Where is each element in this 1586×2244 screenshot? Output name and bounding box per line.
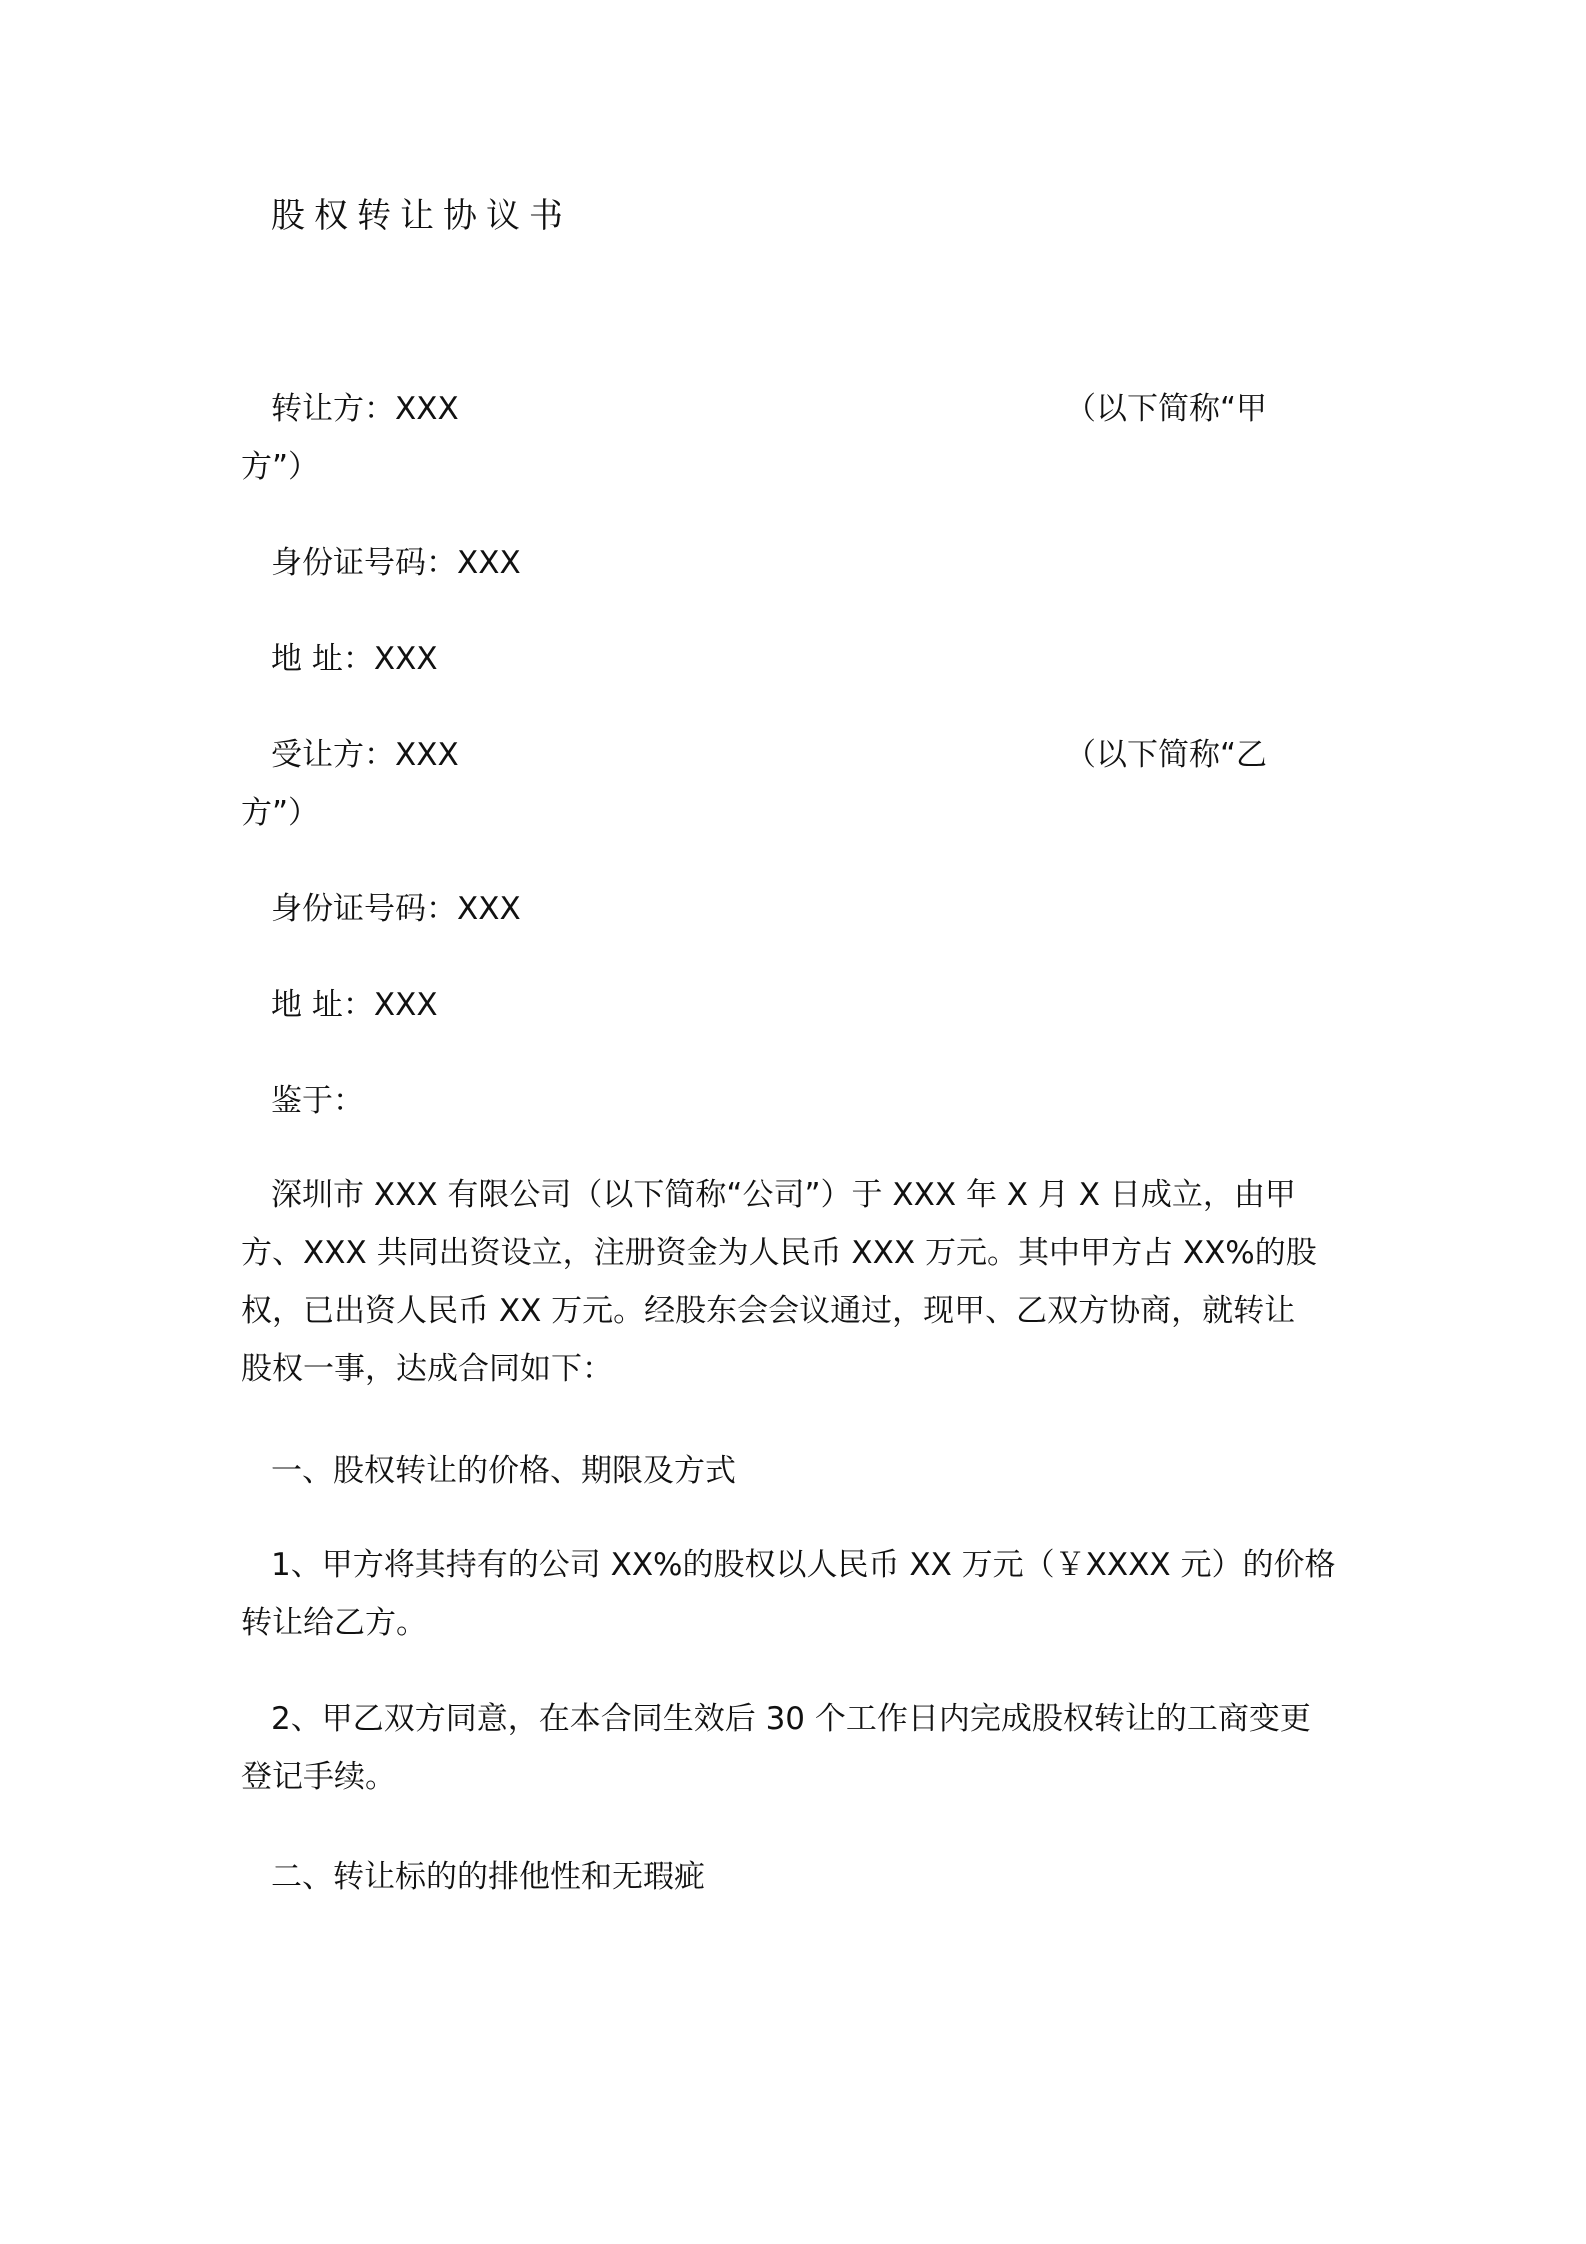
transferee-alias-part1: （以下简称“乙 xyxy=(1065,737,1268,773)
transferor-alias-part2: 方”） xyxy=(241,449,320,485)
document-title: 股权转让协议书 xyxy=(271,196,572,236)
transferor-alias-part1: （以下简称“甲 xyxy=(1065,391,1268,427)
section1-item2-line-2: 登记手续。 xyxy=(241,1759,396,1795)
transferor-line: 转让方：XXX xyxy=(271,391,459,427)
transferor-id: 身份证号码：XXX xyxy=(271,545,521,581)
transferor-address: 地 址：XXX xyxy=(271,641,438,677)
transferee-id: 身份证号码：XXX xyxy=(271,891,521,927)
section2-heading: 二、转让标的的排他性和无瑕疵 xyxy=(271,1859,705,1895)
transferee-line: 受让方：XXX xyxy=(271,737,459,773)
background-line-1: 深圳市 XXX 有限公司（以下简称“公司”）于 XXX 年 X 月 X 日成立，由甲 xyxy=(271,1177,1296,1213)
section1-item1-line-1: 1、甲方将其持有的公司 XX%的股权以人民币 XX 万元（￥XXXX 元）的价格 xyxy=(271,1547,1336,1583)
transferee-alias-part2: 方”） xyxy=(241,795,320,831)
section1-heading: 一、股权转让的价格、期限及方式 xyxy=(271,1453,736,1489)
background-line-3: 权，已出资人民币 XX 万元。经股东会会议通过，现甲、乙双方协商，就转让 xyxy=(241,1293,1296,1329)
background-line-2: 方、XXX 共同出资设立，注册资金为人民币 XXX 万元。其中甲方占 XX%的股 xyxy=(241,1235,1317,1271)
background-line-4: 股权一事，达成合同如下： xyxy=(241,1351,613,1387)
transferee-address: 地 址：XXX xyxy=(271,987,438,1023)
section1-item1-line-2: 转让给乙方。 xyxy=(241,1605,427,1641)
section1-item2-line-1: 2、甲乙双方同意，在本合同生效后 30 个工作日内完成股权转让的工商变更 xyxy=(271,1701,1311,1737)
whereas-label: 鉴于： xyxy=(271,1083,364,1119)
